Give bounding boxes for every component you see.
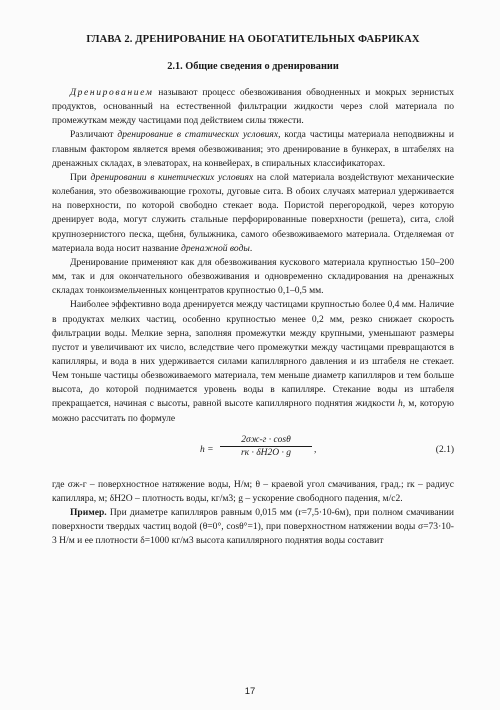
chapter-title: ГЛАВА 2. ДРЕНИРОВАНИЕ НА ОБОГАТИТЕЛЬНЫХ ФАБРИКАХ	[86, 34, 420, 45]
paragraph-text: Наиболее эффективно вода дренируется между частицами крупностью более 0,4 мм. Наличие в продуктах мелких частиц, особенно крупностью менее 0,2 мм, резко снижает скорость фильтрации воды. Мелкие зерна, заполняя промежутки между крупными, уменьшают размеры пустот и увеличивают их число, вследствие чего промежутки между частицами превращаются в капилляры, и вода в них удерживается силами капиллярного давления и из штабеля не стекает. Чем тоньше частицы обезвоживаемого материала, тем меньше диаметр капилляров и тем больше высота, до которой поднимается уровень воды в капилляре. Стекание воды из штабеля прекращается, начиная с высоты, равной высоте капиллярного поднятия жидкости	[52, 299, 454, 410]
paragraph-text: При диаметре капилляров равным 0,015 мм (r=7,5·10-6м), при полном смачивании поверхности твердых частиц водой (θ=0°, cosθ°=1), при поверхностном натяжении воды σ=73·10-3 Н/м и ее плотности δ=1000 кг/м3 высота капиллярного поднятия воды составит	[52, 507, 454, 547]
section-title: 2.1. Общие сведения о дренировании	[167, 61, 339, 72]
paragraph-legend: где σж-г – поверхностное натяжение воды, Н/м; θ – краевой угол смачивания, град.; rк – радиус капилляра, м; δH2O – плотность воды, кг/м3; g – ускорение свободного падения, м/с2.	[52, 478, 454, 504]
paragraph-definition	[52, 86, 454, 128]
formula-number: (2.1)	[435, 444, 454, 455]
paragraph-application: Дренирование применяют как для обезвоживания кускового материала крупностью 150–200 мм, так и для окончательного обезвоживания и одновременно складирования на дренажных складах тонкоизмельченных концентратов крупностью 0,1–0,5 мм.	[52, 256, 454, 297]
variable-h: h	[398, 398, 403, 410]
example-label: Пример.	[70, 507, 107, 519]
paragraph-text: , когда частицы материала неподвижны и главным фактором является время обезвоживания; это дренирование в бункерах, в штабелях на дренажных складах, в элеваторах, на конвейерах, в спиральных классификаторах.	[52, 129, 455, 169]
emphasized-term: дренажной воды	[181, 242, 250, 254]
formula-lhs: h =	[200, 444, 214, 455]
formula-comma: ,	[314, 444, 317, 455]
formula-numerator: 2σж-г · cosθ	[220, 435, 312, 447]
paragraph-static-drainage	[52, 128, 454, 170]
paragraph-text: При	[70, 171, 91, 183]
emphasized-term: дренирование в статических условиях	[117, 129, 279, 141]
paragraph-capillary	[52, 298, 454, 425]
paragraph-example	[52, 506, 454, 548]
page-content	[52, 34, 454, 549]
emphasized-term: дренировании в кинетических условиях	[90, 171, 254, 183]
paragraph-text: .	[249, 242, 253, 254]
paragraph-text: называют процесс обезвоживания обводненных и мокрых зернистых продуктов, основанный на естественной фильтрации жидкости через слой материала по промежуткам между частицами под действием силы тяжести.	[52, 87, 454, 127]
paragraph-text: на слой материала воздействуют механические колебания, это обезвоживающие грохоты, дуговые сита. В обоих случаях материал удерживается на поверхности, по которой свободно стекает вода. Пористой перегородкой, через которую дренирует вода, могут служить стальные перфорированные поверхности (решета), сита, слой крупнозернистого песка, щебня, булыжника, самого обезвоживаемого материала. Отделяемая от материала вода носит название	[52, 171, 455, 254]
paragraph-kinetic-drainage	[52, 171, 454, 256]
page-number: 17	[244, 686, 256, 697]
paragraph-text: Различают	[70, 129, 118, 141]
formula-2-1	[52, 432, 454, 474]
formula-fraction	[220, 435, 312, 458]
formula-denominator: rк · δH2O · g	[240, 447, 292, 458]
paragraph-text: , м, которую можно рассчитать по формуле	[52, 398, 455, 424]
defined-term: Дренированием	[70, 87, 154, 98]
